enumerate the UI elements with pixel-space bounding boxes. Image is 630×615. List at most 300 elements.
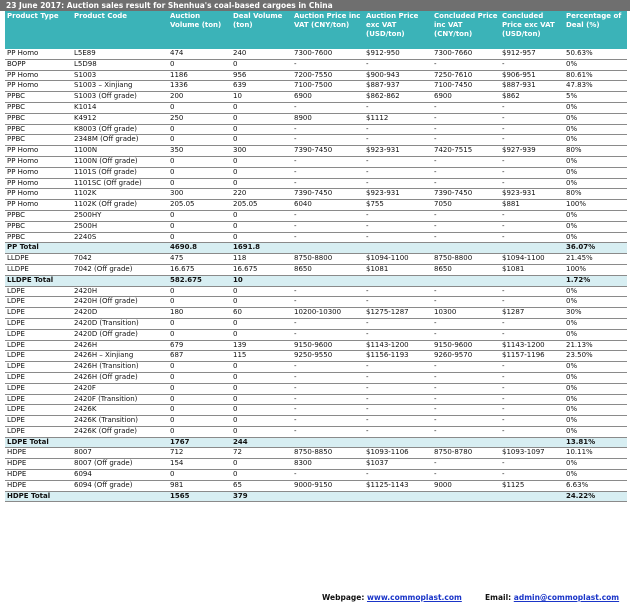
cell-auction-volume: 687 <box>168 351 231 362</box>
cell-concluded-price-usd <box>500 275 564 286</box>
cell-auction-price-usd: - <box>364 405 432 416</box>
cell-auction-price-usd: - <box>364 232 432 243</box>
cell-auction-price-cny: - <box>292 405 364 416</box>
cell-product-type: LDPE <box>5 405 72 416</box>
cell-product-type: HDPE <box>5 480 72 491</box>
cell-deal-volume: 0 <box>231 394 292 405</box>
cell-product-code: 7042 (Off grade) <box>72 264 168 275</box>
cell-auction-price-usd: - <box>364 383 432 394</box>
cell-percentage-deal: 100% <box>564 264 627 275</box>
cell-product-code: 2420D (Transition) <box>72 318 168 329</box>
cell-product-type: BOPP <box>5 59 72 70</box>
cell-concluded-price-cny: - <box>432 470 500 481</box>
cell-product-type: LLDPE Total <box>5 275 72 286</box>
cell-product-code: 6094 <box>72 470 168 481</box>
cell-auction-price-cny: 9150-9600 <box>292 340 364 351</box>
cell-deal-volume: 118 <box>231 254 292 265</box>
cell-deal-volume: 0 <box>231 232 292 243</box>
cell-product-code <box>72 243 168 254</box>
cell-deal-volume: 0 <box>231 329 292 340</box>
cell-concluded-price-usd <box>500 437 564 448</box>
cell-auction-price-cny: 8900 <box>292 113 364 124</box>
cell-auction-volume: 0 <box>168 405 231 416</box>
webpage-link[interactable]: www.commoplast.com <box>366 593 462 602</box>
cell-auction-price-cny: 9250-9550 <box>292 351 364 362</box>
table-row <box>5 221 627 232</box>
report-title: 23 June 2017: Auction sales result for Shenhua's coal-based cargoes in China <box>0 0 630 11</box>
cell-percentage-deal: 0% <box>564 372 627 383</box>
cell-deal-volume: 379 <box>231 491 292 502</box>
table-row <box>5 135 627 146</box>
table-row <box>5 416 627 427</box>
cell-deal-volume: 0 <box>231 318 292 329</box>
table-row <box>5 394 627 405</box>
cell-product-code: 2500H <box>72 221 168 232</box>
cell-auction-volume: 0 <box>168 329 231 340</box>
cell-auction-price-usd: $1093-1106 <box>364 448 432 459</box>
cell-concluded-price-cny: 9150-9600 <box>432 340 500 351</box>
cell-auction-price-cny: - <box>292 210 364 221</box>
cell-concluded-price-cny: - <box>432 210 500 221</box>
cell-concluded-price-usd: - <box>500 329 564 340</box>
cell-auction-price-cny: - <box>292 318 364 329</box>
cell-auction-price-usd: - <box>364 286 432 297</box>
cell-deal-volume: 139 <box>231 340 292 351</box>
cell-auction-volume: 1336 <box>168 81 231 92</box>
cell-product-type: HDPE Total <box>5 491 72 502</box>
cell-deal-volume: 10 <box>231 275 292 286</box>
cell-percentage-deal: 0% <box>564 102 627 113</box>
cell-auction-price-cny: - <box>292 372 364 383</box>
cell-auction-price-usd: $1143-1200 <box>364 340 432 351</box>
auction-results-table <box>5 11 627 502</box>
table-row <box>5 318 627 329</box>
email-label: Email: <box>485 593 514 602</box>
cell-product-type: PPBC <box>5 210 72 221</box>
cell-auction-volume: 350 <box>168 146 231 157</box>
cell-auction-volume: 475 <box>168 254 231 265</box>
cell-concluded-price-cny: - <box>432 113 500 124</box>
cell-product-code: 1102K (Off grade) <box>72 200 168 211</box>
cell-concluded-price-cny: 7300-7660 <box>432 49 500 59</box>
cell-concluded-price-cny: 8750-8800 <box>432 254 500 265</box>
cell-product-code: 2420F (Transition) <box>72 394 168 405</box>
cell-auction-price-cny: - <box>292 135 364 146</box>
cell-auction-price-usd: - <box>364 59 432 70</box>
cell-concluded-price-usd: - <box>500 470 564 481</box>
cell-percentage-deal: 10.11% <box>564 448 627 459</box>
cell-auction-price-cny: - <box>292 167 364 178</box>
cell-product-code: 1100N (Off grade) <box>72 156 168 167</box>
cell-deal-volume: 65 <box>231 480 292 491</box>
table-row <box>5 372 627 383</box>
cell-concluded-price-usd: $1287 <box>500 308 564 319</box>
cell-product-code: 1101S (Off grade) <box>72 167 168 178</box>
cell-percentage-deal: 0% <box>564 459 627 470</box>
cell-product-code: 1102K <box>72 189 168 200</box>
table-row <box>5 470 627 481</box>
cell-product-type: LDPE <box>5 383 72 394</box>
cell-auction-price-usd: - <box>364 124 432 135</box>
header-deal-volume: Deal Volume (ton) <box>231 11 292 49</box>
cell-auction-volume: 200 <box>168 92 231 103</box>
cell-percentage-deal: 0% <box>564 318 627 329</box>
cell-auction-price-usd: - <box>364 210 432 221</box>
cell-auction-price-usd: $1275-1287 <box>364 308 432 319</box>
cell-auction-volume: 582.675 <box>168 275 231 286</box>
cell-percentage-deal: 50.63% <box>564 49 627 59</box>
cell-auction-price-usd <box>364 275 432 286</box>
cell-percentage-deal: 21.13% <box>564 340 627 351</box>
cell-auction-price-usd: $862-862 <box>364 92 432 103</box>
cell-auction-volume: 0 <box>168 318 231 329</box>
cell-product-code: 2420D <box>72 308 168 319</box>
cell-auction-volume: 0 <box>168 297 231 308</box>
cell-percentage-deal: 100% <box>564 200 627 211</box>
cell-percentage-deal: 0% <box>564 416 627 427</box>
cell-product-code: 2426H (Transition) <box>72 362 168 373</box>
cell-concluded-price-usd: - <box>500 156 564 167</box>
cell-percentage-deal: 0% <box>564 221 627 232</box>
cell-product-type: PP Homo <box>5 146 72 157</box>
cell-concluded-price-cny: - <box>432 124 500 135</box>
cell-auction-price-cny: 8750-8800 <box>292 254 364 265</box>
cell-deal-volume: 1691.8 <box>231 243 292 254</box>
cell-product-code: L5E89 <box>72 49 168 59</box>
cell-deal-volume: 639 <box>231 81 292 92</box>
cell-product-code: 2426K <box>72 405 168 416</box>
cell-concluded-price-usd: - <box>500 405 564 416</box>
table-row <box>5 113 627 124</box>
cell-concluded-price-usd: - <box>500 372 564 383</box>
cell-auction-price-usd: - <box>364 372 432 383</box>
table-row <box>5 329 627 340</box>
table-row <box>5 189 627 200</box>
cell-auction-price-usd: - <box>364 416 432 427</box>
cell-auction-price-usd: $923-931 <box>364 189 432 200</box>
cell-deal-volume: 0 <box>231 405 292 416</box>
cell-concluded-price-usd: - <box>500 318 564 329</box>
cell-percentage-deal: 1.72% <box>564 275 627 286</box>
cell-auction-price-cny: - <box>292 156 364 167</box>
cell-concluded-price-cny: 7250-7610 <box>432 70 500 81</box>
header-product-type: Product Type <box>5 11 72 49</box>
table-row <box>5 351 627 362</box>
cell-auction-volume: 0 <box>168 167 231 178</box>
cell-concluded-price-usd: $862 <box>500 92 564 103</box>
cell-auction-volume: 679 <box>168 340 231 351</box>
cell-deal-volume: 205.05 <box>231 200 292 211</box>
cell-auction-price-cny: - <box>292 297 364 308</box>
cell-auction-volume: 16.675 <box>168 264 231 275</box>
cell-auction-price-cny: 7390-7450 <box>292 146 364 157</box>
cell-auction-price-cny: 9000-9150 <box>292 480 364 491</box>
cell-deal-volume: 0 <box>231 426 292 437</box>
cell-percentage-deal: 0% <box>564 113 627 124</box>
cell-product-code: 2426H – Xinjiang <box>72 351 168 362</box>
cell-auction-volume: 1565 <box>168 491 231 502</box>
cell-product-type: PPBC <box>5 113 72 124</box>
cell-auction-price-cny: - <box>292 383 364 394</box>
cell-auction-price-usd <box>364 437 432 448</box>
table-row <box>5 70 627 81</box>
cell-concluded-price-usd: - <box>500 221 564 232</box>
cell-product-code <box>72 275 168 286</box>
cell-auction-price-cny: 7100-7500 <box>292 81 364 92</box>
cell-product-type: HDPE <box>5 470 72 481</box>
cell-concluded-price-cny: - <box>432 426 500 437</box>
cell-concluded-price-usd: - <box>500 232 564 243</box>
cell-concluded-price-usd: - <box>500 394 564 405</box>
cell-concluded-price-cny: - <box>432 405 500 416</box>
cell-auction-price-usd: $900-943 <box>364 70 432 81</box>
cell-auction-volume: 0 <box>168 59 231 70</box>
cell-product-code: K1014 <box>72 102 168 113</box>
cell-percentage-deal: 0% <box>564 232 627 243</box>
table-row <box>5 178 627 189</box>
cell-concluded-price-usd: - <box>500 297 564 308</box>
cell-product-code: S1003 – Xinjiang <box>72 81 168 92</box>
cell-percentage-deal: 47.83% <box>564 81 627 92</box>
table-row <box>5 200 627 211</box>
total-row <box>5 275 627 286</box>
cell-auction-price-usd: - <box>364 426 432 437</box>
cell-auction-volume: 205.05 <box>168 200 231 211</box>
cell-concluded-price-usd: - <box>500 59 564 70</box>
cell-product-code: 2426H <box>72 340 168 351</box>
cell-concluded-price-usd: $906-951 <box>500 70 564 81</box>
cell-deal-volume: 72 <box>231 448 292 459</box>
cell-concluded-price-usd: $923-931 <box>500 189 564 200</box>
cell-deal-volume: 0 <box>231 178 292 189</box>
cell-product-type: PP Total <box>5 243 72 254</box>
cell-percentage-deal: 80% <box>564 146 627 157</box>
cell-auction-price-cny: 6040 <box>292 200 364 211</box>
cell-concluded-price-usd: - <box>500 210 564 221</box>
cell-auction-price-cny: - <box>292 426 364 437</box>
cell-auction-price-cny: - <box>292 416 364 427</box>
cell-concluded-price-cny: 7420-7515 <box>432 146 500 157</box>
cell-deal-volume: 115 <box>231 351 292 362</box>
cell-concluded-price-usd <box>500 243 564 254</box>
cell-concluded-price-cny: - <box>432 416 500 427</box>
table-row <box>5 308 627 319</box>
cell-auction-volume: 154 <box>168 459 231 470</box>
cell-auction-price-usd: - <box>364 470 432 481</box>
footer-email <box>485 593 619 602</box>
cell-product-type: LDPE <box>5 286 72 297</box>
cell-concluded-price-usd: $912-957 <box>500 49 564 59</box>
cell-percentage-deal: 80.61% <box>564 70 627 81</box>
cell-concluded-price-usd: - <box>500 426 564 437</box>
header-concluded-price-cny: Concluded Price inc VAT (CNY/ton) <box>432 11 500 49</box>
cell-product-type: LDPE <box>5 297 72 308</box>
cell-auction-volume: 0 <box>168 372 231 383</box>
cell-deal-volume: 956 <box>231 70 292 81</box>
cell-concluded-price-usd: $881 <box>500 200 564 211</box>
cell-product-type: LLDPE <box>5 264 72 275</box>
header-row <box>5 11 627 49</box>
cell-deal-volume: 0 <box>231 372 292 383</box>
cell-auction-price-usd: - <box>364 297 432 308</box>
cell-product-type: PPBC <box>5 232 72 243</box>
cell-product-code: L5D98 <box>72 59 168 70</box>
cell-product-type: PPBC <box>5 92 72 103</box>
cell-auction-volume: 180 <box>168 308 231 319</box>
cell-auction-volume: 300 <box>168 189 231 200</box>
cell-percentage-deal: 0% <box>564 405 627 416</box>
cell-auction-volume: 0 <box>168 210 231 221</box>
cell-auction-volume: 0 <box>168 416 231 427</box>
cell-product-type: LDPE <box>5 308 72 319</box>
table-row <box>5 59 627 70</box>
cell-concluded-price-cny: 9260-9570 <box>432 351 500 362</box>
cell-deal-volume: 0 <box>231 470 292 481</box>
cell-auction-volume: 474 <box>168 49 231 59</box>
cell-concluded-price-cny: - <box>432 156 500 167</box>
cell-product-code: 2348M (Off grade) <box>72 135 168 146</box>
cell-product-code: 2500HY <box>72 210 168 221</box>
table-row <box>5 297 627 308</box>
cell-product-code: 2426K (Transition) <box>72 416 168 427</box>
table-row <box>5 92 627 103</box>
header-product-code: Product Code <box>72 11 168 49</box>
cell-auction-volume: 0 <box>168 124 231 135</box>
table-row <box>5 405 627 416</box>
cell-product-code: 7042 <box>72 254 168 265</box>
table-row <box>5 232 627 243</box>
cell-product-type: LDPE <box>5 340 72 351</box>
table-row <box>5 426 627 437</box>
cell-concluded-price-cny: 8650 <box>432 264 500 275</box>
cell-auction-price-cny: 8650 <box>292 264 364 275</box>
cell-auction-price-usd: $887-937 <box>364 81 432 92</box>
cell-deal-volume: 60 <box>231 308 292 319</box>
cell-percentage-deal: 0% <box>564 135 627 146</box>
cell-concluded-price-cny: - <box>432 135 500 146</box>
cell-product-type: PPBC <box>5 221 72 232</box>
cell-auction-price-cny: 7200-7550 <box>292 70 364 81</box>
cell-concluded-price-usd: - <box>500 113 564 124</box>
cell-concluded-price-usd: $1094-1100 <box>500 254 564 265</box>
cell-product-type: LDPE <box>5 394 72 405</box>
cell-product-code <box>72 491 168 502</box>
cell-percentage-deal: 6.63% <box>564 480 627 491</box>
cell-product-type: LDPE <box>5 416 72 427</box>
cell-auction-price-cny <box>292 243 364 254</box>
cell-auction-volume: 4690.8 <box>168 243 231 254</box>
cell-auction-price-cny: - <box>292 102 364 113</box>
cell-concluded-price-usd: - <box>500 178 564 189</box>
table-row <box>5 254 627 265</box>
table-row <box>5 156 627 167</box>
cell-percentage-deal: 0% <box>564 59 627 70</box>
cell-auction-price-usd: - <box>364 221 432 232</box>
cell-auction-price-cny <box>292 275 364 286</box>
cell-concluded-price-cny: - <box>432 362 500 373</box>
cell-auction-volume: 0 <box>168 394 231 405</box>
cell-concluded-price-usd <box>500 491 564 502</box>
cell-percentage-deal: 24.22% <box>564 491 627 502</box>
cell-auction-volume: 0 <box>168 383 231 394</box>
cell-product-type: PP Homo <box>5 70 72 81</box>
cell-product-code: 6094 (Off grade) <box>72 480 168 491</box>
cell-auction-volume: 0 <box>168 135 231 146</box>
cell-concluded-price-usd: - <box>500 286 564 297</box>
cell-auction-price-cny: - <box>292 286 364 297</box>
cell-product-code: 8007 <box>72 448 168 459</box>
table-row <box>5 480 627 491</box>
cell-concluded-price-usd: $1093-1097 <box>500 448 564 459</box>
cell-percentage-deal: 0% <box>564 210 627 221</box>
cell-product-code: 2420F <box>72 383 168 394</box>
table-row <box>5 210 627 221</box>
cell-auction-volume: 0 <box>168 232 231 243</box>
cell-product-type: PPBC <box>5 102 72 113</box>
cell-concluded-price-cny <box>432 437 500 448</box>
cell-deal-volume: 10 <box>231 92 292 103</box>
cell-concluded-price-cny: - <box>432 459 500 470</box>
cell-auction-price-usd: $923-931 <box>364 146 432 157</box>
cell-auction-price-usd: $1156-1193 <box>364 351 432 362</box>
cell-auction-price-usd: - <box>364 167 432 178</box>
table-row <box>5 49 627 59</box>
cell-product-type: PP Homo <box>5 189 72 200</box>
cell-deal-volume: 244 <box>231 437 292 448</box>
cell-product-code: S1003 <box>72 70 168 81</box>
cell-auction-price-usd: - <box>364 394 432 405</box>
cell-product-code: 2426K (Off grade) <box>72 426 168 437</box>
cell-auction-price-usd: $1094-1100 <box>364 254 432 265</box>
cell-concluded-price-cny: - <box>432 297 500 308</box>
cell-product-code: 2426H (Off grade) <box>72 372 168 383</box>
cell-auction-price-cny: - <box>292 178 364 189</box>
cell-product-code: K8003 (Off grade) <box>72 124 168 135</box>
table-body <box>5 49 627 502</box>
cell-auction-price-usd: $755 <box>364 200 432 211</box>
cell-auction-price-usd: - <box>364 318 432 329</box>
header-auction-price-usd: Auction Price exc VAT (USD/ton) <box>364 11 432 49</box>
cell-percentage-deal: 80% <box>564 189 627 200</box>
cell-percentage-deal: 36.07% <box>564 243 627 254</box>
cell-concluded-price-cny: 7390-7450 <box>432 189 500 200</box>
cell-auction-price-cny: - <box>292 470 364 481</box>
cell-percentage-deal: 30% <box>564 308 627 319</box>
cell-deal-volume: 16.675 <box>231 264 292 275</box>
table-row <box>5 102 627 113</box>
cell-product-code: S1003 (Off grade) <box>72 92 168 103</box>
table-row <box>5 124 627 135</box>
cell-concluded-price-usd: - <box>500 362 564 373</box>
cell-product-type: PP Homo <box>5 178 72 189</box>
cell-percentage-deal: 21.45% <box>564 254 627 265</box>
email-link[interactable]: admin@commoplast.com <box>513 593 620 602</box>
cell-auction-price-cny: 7390-7450 <box>292 189 364 200</box>
cell-deal-volume: 0 <box>231 416 292 427</box>
table-row <box>5 362 627 373</box>
cell-percentage-deal: 0% <box>564 362 627 373</box>
cell-auction-volume: 1186 <box>168 70 231 81</box>
cell-deal-volume: 0 <box>231 156 292 167</box>
header-auction-price-cny: Auction Price inc VAT (CNY/ton) <box>292 11 364 49</box>
cell-auction-price-cny: 8750-8850 <box>292 448 364 459</box>
cell-deal-volume: 0 <box>231 135 292 146</box>
cell-deal-volume: 0 <box>231 383 292 394</box>
cell-concluded-price-usd: - <box>500 167 564 178</box>
cell-auction-price-cny: 7300-7600 <box>292 49 364 59</box>
cell-auction-price-cny: - <box>292 329 364 340</box>
table-row <box>5 286 627 297</box>
